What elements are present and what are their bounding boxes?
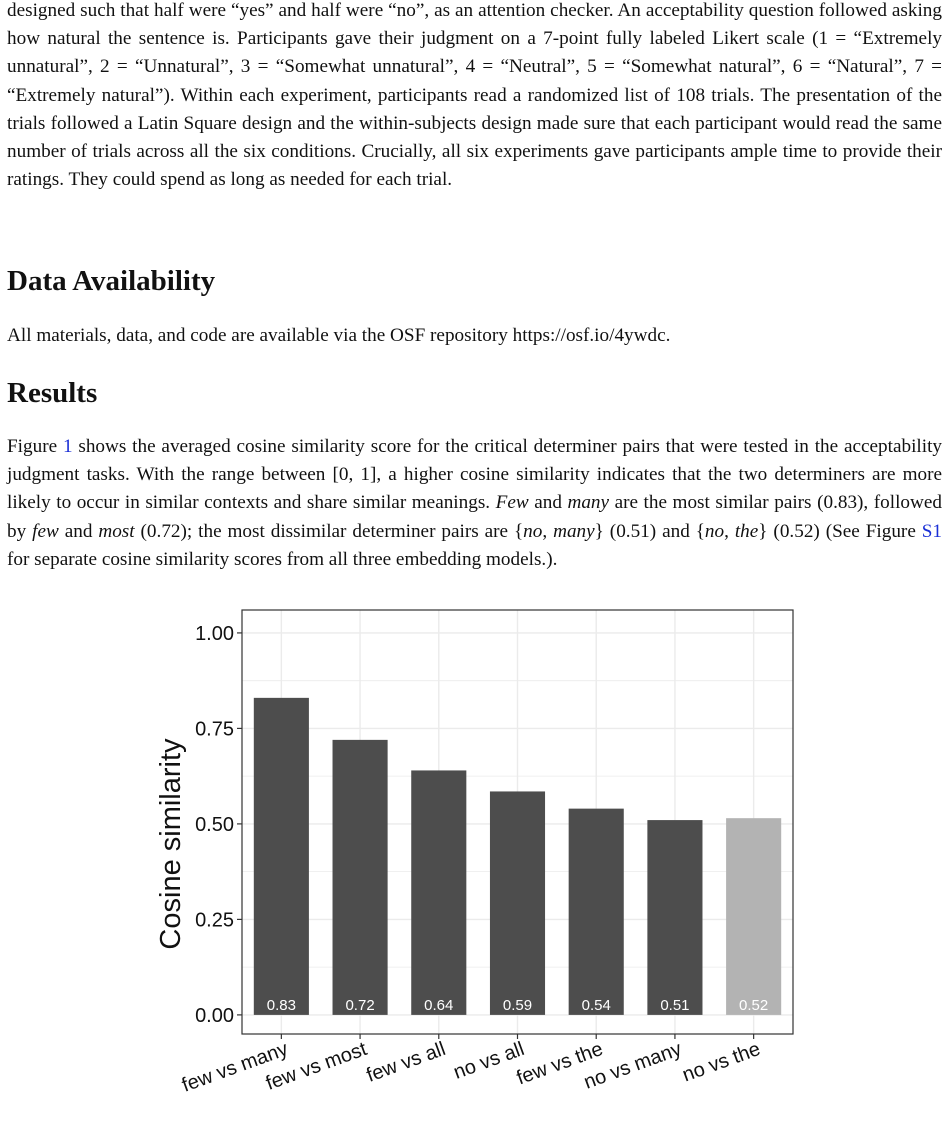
section-heading-results: Results — [7, 377, 98, 409]
x-tick-label: no vs the — [679, 1038, 764, 1087]
y-axis-title: Cosine similarity — [155, 738, 187, 950]
bar-data-label: 0.54 — [581, 996, 611, 1014]
text-segment: 0.51 — [616, 520, 650, 542]
bar-data-label: 0.83 — [266, 996, 296, 1014]
y-tick-label: 0.50 — [195, 813, 234, 836]
text-segment: 0.72 — [146, 520, 181, 542]
text-segment: and — [58, 520, 99, 542]
text-segment: } ( — [758, 520, 780, 542]
text-segment: All materials, data, and code are available via the OSF repository https://osf.io/4ywdc. — [7, 325, 671, 346]
x-tick-label: no vs many — [581, 1038, 685, 1094]
text-segment: 0.52 — [779, 520, 814, 542]
bar-data-label: 0.59 — [502, 996, 533, 1014]
text-segment: the — [734, 520, 759, 542]
x-tick-label: no vs all — [450, 1038, 528, 1084]
text-segment: no — [704, 520, 725, 542]
text-segment: Figure — [7, 436, 63, 457]
text-segment: no — [523, 520, 543, 542]
y-tick-label: 0.25 — [195, 909, 234, 932]
text-segment: [0, 1] — [332, 464, 377, 486]
text-segment: many — [567, 492, 610, 514]
bar-few-vs-all — [411, 770, 466, 1014]
text-segment: 0.83 — [823, 492, 858, 514]
bar-data-label: 0.64 — [424, 996, 454, 1014]
bar-few-vs-many — [254, 698, 309, 1015]
text-segment: few — [32, 520, 59, 542]
text-segment: shows the averaged cosine similarity score for the critical determiner pairs that were tested in the acceptability judgment tasks. With the range between — [7, 436, 942, 486]
text-segment: } ( — [594, 520, 617, 542]
text-segment: for separate cosine similarity scores from all three embedding models.). — [7, 548, 558, 570]
text-segment: are the most similar pairs ( — [609, 492, 824, 514]
text-segment: , — [542, 520, 554, 542]
text-segment: designed such that half were “yes” and half were “no”, as an attention checker. An acceptability question followed asking how natural the sentence is. Participants gave their judgment on a 7-point fully labeled Likert scale (1 = “Extremely unnatural”, 2 = “Unnatural”, 3 = “Somewhat unnatural”, 4 = “Neutral”, 5 = “Somewhat natural”, 6 = “Natural”, 7 = “Extremely natural”). Within each experiment, participants read a randomized list of 108 trials. The presentation of the trials followed a Latin Square design and the within-subjects design made sure that each participant would read the same number of trials across all the six conditions. Crucially, all six experiments gave participants ample time to provide their ratings. They could spend as long as needed for each trial. — [7, 0, 942, 191]
section-heading-data-availability: Data Availability — [7, 265, 216, 297]
bar-data-label: 0.72 — [345, 996, 375, 1014]
y-tick-label: 0.75 — [195, 718, 234, 741]
bar-data-label: 0.51 — [660, 996, 690, 1014]
text-segment: ), followed by — [7, 492, 942, 542]
text-segment: ) (See Figure — [813, 520, 922, 542]
text-segment: ); the most dissimilar determiner pairs are { — [180, 520, 524, 542]
text-segment: most — [98, 520, 135, 542]
text-segment: , — [724, 520, 735, 542]
bar-no-vs-the — [726, 818, 781, 1015]
figure-reference-link[interactable]: S1 — [921, 520, 943, 542]
x-tick-label: few vs the — [513, 1038, 606, 1090]
bar-data-label: 0.52 — [739, 996, 769, 1014]
bar-few-vs-the — [569, 809, 624, 1015]
bar-few-vs-most — [333, 740, 388, 1015]
bar-no-vs-all — [490, 791, 545, 1014]
x-tick-label: few vs most — [263, 1038, 370, 1095]
figure-reference-link[interactable]: 1 — [62, 436, 73, 457]
text-segment: ( — [134, 520, 147, 542]
text-segment: , a higher cosine similarity indicates that the two determiners are more likely to occur in similar contexts and share similar meanings. — [7, 464, 943, 514]
y-tick-label: 0.00 — [195, 1004, 234, 1027]
text-segment: Few — [495, 492, 529, 514]
bar-no-vs-many — [647, 820, 702, 1015]
x-tick-label: few vs many — [179, 1038, 292, 1097]
text-segment: and — [528, 492, 568, 514]
y-tick-label: 1.00 — [195, 622, 234, 645]
text-segment: many — [553, 520, 595, 542]
text-segment: ) and { — [649, 520, 705, 542]
x-tick-label: few vs all — [363, 1038, 449, 1087]
